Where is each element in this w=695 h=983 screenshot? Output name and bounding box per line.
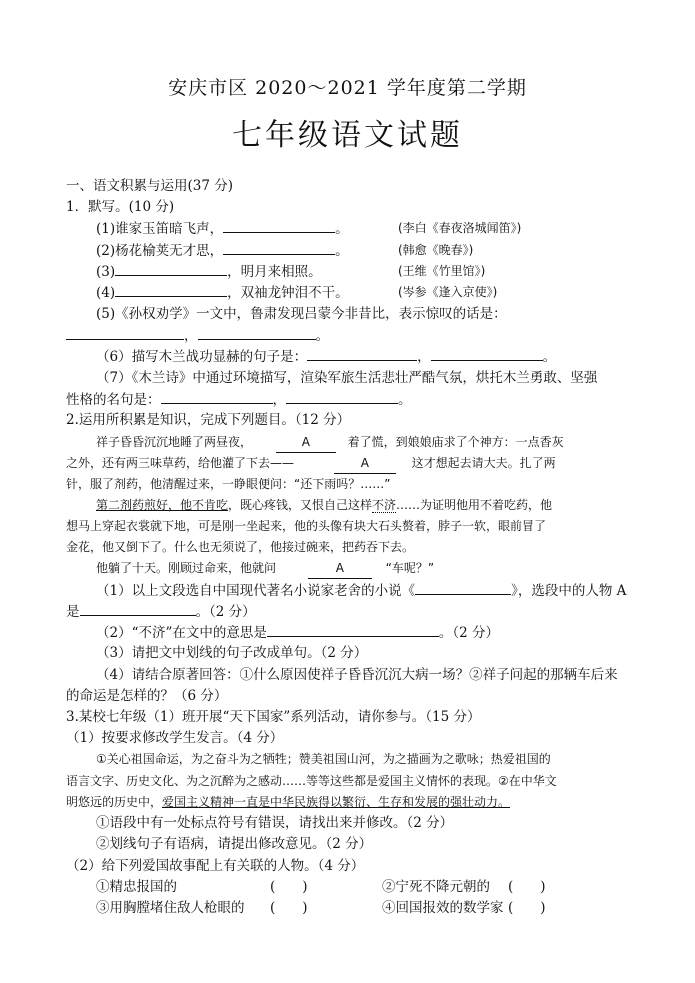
- q3-text-line3: [66, 792, 695, 812]
- q3-heading: 3.某校七年级（1）班开展“天下国家”系列活动，请你参与。（15 分）: [66, 709, 481, 725]
- q2-passage-line4: [96, 495, 695, 515]
- q1-line6-text: （6）描写木兰战功显赫的句子是：: [96, 349, 308, 365]
- q1-line2-text: (2)杨花榆荚无才思，: [96, 243, 224, 259]
- question-text: 。（2 分）: [195, 604, 256, 620]
- q1-line2-source: (韩愈《晚春》): [398, 243, 474, 257]
- q2-sub1-cont: [66, 601, 695, 622]
- answer-blank[interactable]: [223, 240, 335, 255]
- answer-blank[interactable]: [66, 325, 184, 340]
- q3-text-line1: ①关心祖国命运，为之奋斗为之牺牲；赞美祖国山河，为之描画为之歌咏；热爱祖国的: [96, 752, 551, 766]
- q1-line5: (5)《孙权劝学》一文中，鲁肃发现吕蒙今非昔比，表示惊叹的话是：: [96, 306, 507, 322]
- answer-blank[interactable]: [267, 622, 439, 637]
- q1-line6: [96, 346, 695, 367]
- q3-sub1: （1）按要求修改学生发言。（4 分）: [66, 730, 284, 746]
- passage-text: 他躺了十天。刚顾过命来，他就问: [96, 561, 277, 575]
- q1-line3-text: ，明月来相照。: [227, 264, 322, 280]
- match-paren[interactable]: ( ): [508, 900, 546, 916]
- q1-line4: [96, 282, 695, 303]
- answer-blank[interactable]: [161, 389, 273, 404]
- q1-line3: [96, 261, 695, 282]
- q1-heading: 1．默写。(10 分): [66, 199, 175, 215]
- blank-a: A: [308, 558, 372, 579]
- passage-text: “车呢？”: [385, 561, 435, 575]
- match-item-4: ④回国报效的数学家: [382, 900, 504, 916]
- answer-blank[interactable]: [198, 325, 316, 340]
- section1-heading: 一、语文积累与运用(37 分): [66, 178, 234, 194]
- dotted-word: 不济: [372, 498, 397, 512]
- question-text: （2）“不济”在文中的意思是: [96, 625, 267, 641]
- question-text: （1）以上文段选自中国现代著名小说家老舍的小说《: [96, 583, 416, 599]
- passage-text: 这才想起去请大夫。扎了两: [411, 456, 556, 470]
- blank-a: A: [276, 432, 336, 453]
- q1-line1-source: (李白《春夜洛城闻笛》): [398, 221, 522, 235]
- question-text: 。（2 分）: [438, 625, 500, 641]
- period: 。: [315, 328, 329, 344]
- answer-blank[interactable]: [115, 261, 227, 276]
- q1-line1-end: 。: [335, 221, 349, 237]
- match-paren[interactable]: ( ): [270, 900, 308, 916]
- match-item-1: ①精忠报国的: [96, 879, 177, 895]
- q2-sub1: [96, 580, 695, 601]
- q2-sub4-cont: 的命运是怎样的？（6 分）: [66, 688, 228, 704]
- q1-line4-prefix: (4): [96, 285, 116, 301]
- match-item-3: ③用胸膛堵住敌人枪眼的: [96, 900, 245, 916]
- q2-heading: 2.运用所积累是知识，完成下列题目。（12 分）: [66, 412, 351, 428]
- q2-sub4: （4）请结合原著回答：①什么原因使祥子昏昏沉沉大病一场？②祥子问起的那辆车后来: [96, 667, 618, 683]
- q1-line7b: [66, 389, 695, 410]
- q1-line4-source: (岑参《逢入京使》): [398, 285, 498, 299]
- q3-sub1-q2: ②划线句子有语病，请提出修改意见。（2 分）: [96, 836, 373, 852]
- q2-passage-line7: [96, 558, 695, 579]
- passage-text: 之外，还有两三味草药，给他灌了下去——: [66, 456, 295, 470]
- question-text: 是: [66, 604, 80, 620]
- q3-sub2: （2）给下列爱国故事配上有关联的人物。（4 分）: [66, 858, 365, 874]
- match-paren[interactable]: ( ): [270, 879, 308, 895]
- q3-sub1-q1: ①语段中有一处标点符号有错误，请找出来并修改。（2 分）: [96, 815, 454, 831]
- passage-text: 明悠远的历史中，: [66, 795, 163, 809]
- q2-passage-line1: [96, 432, 695, 453]
- passage-text: ……为证明他用不着吃药，他: [396, 498, 553, 512]
- term-header: 安庆市区 2020～2021 学年度第二学期: [168, 77, 527, 99]
- comma: ，: [417, 349, 431, 365]
- answer-blank[interactable]: [286, 389, 398, 404]
- answer-blank[interactable]: [415, 580, 511, 595]
- answer-blank[interactable]: [431, 346, 543, 361]
- q1-line7: （7）《木兰诗》中通过环境描写，渲染军旅生活悲壮严酷气氛，烘托木兰勇敢、坚强: [96, 370, 598, 386]
- q2-sub3: （3）请把文中划线的句子改成单句。（2 分）: [96, 645, 368, 661]
- comma: ，: [184, 328, 198, 344]
- passage-text: ，既心疼钱，又恨自己这样: [228, 498, 373, 512]
- q1-line7b-text: 性格的名句是：: [66, 392, 161, 408]
- match-item-2: ②宁死不降元朝的: [382, 879, 490, 895]
- q1-line4-text: ，双袖龙钟泪不干。: [227, 285, 349, 301]
- q3-text-line2: 语言文字、历史文化、为之沉醉为之感动……等等这些都是爱国主义情怀的表现。②在中华文: [66, 774, 557, 788]
- period: 。: [542, 349, 557, 365]
- answer-blank[interactable]: [223, 218, 335, 233]
- underlined-sentence: 第二剂药煎好，他不肯吃: [96, 498, 229, 512]
- period: 。: [398, 392, 412, 408]
- q1-line1: [96, 218, 695, 239]
- page-title: 七年级语文试题: [232, 118, 463, 153]
- comma: ，: [272, 392, 286, 408]
- q2-passage-line2: [66, 453, 695, 474]
- q2-passage-line3: 针，服了剂药，他清醒过来，一睁眼便问：“还下雨吗？……”: [66, 477, 391, 491]
- q1-line3-prefix: (3): [96, 264, 116, 280]
- passage-text: 着了慌，到娘娘庙求了个神方：一点香灰: [347, 435, 564, 449]
- blank-a: A: [334, 453, 396, 474]
- question-text: 》，选段中的人物 A: [511, 583, 627, 599]
- q1-line5-answer: [66, 325, 695, 346]
- underlined-sentence: 爱国主义精神一直是中华民族得以繁衍、生存和发展的强壮动力。: [162, 795, 511, 809]
- q1-line2-end: 。: [335, 243, 349, 259]
- answer-blank[interactable]: [80, 601, 196, 616]
- q1-line1-text: (1)谁家玉笛暗飞声，: [96, 221, 224, 237]
- q2-sub2: [96, 622, 695, 643]
- q1-line2: [96, 240, 695, 261]
- answer-blank[interactable]: [307, 346, 417, 361]
- match-paren[interactable]: ( ): [508, 879, 546, 895]
- q2-passage-line5: 想马上穿起衣裳就下地，可是刚一坐起来，他的头像有块大石头赘着，脖子一软，眼前冒了: [66, 519, 547, 533]
- passage-text: 祥子昏昏沉沉地睡了两昼夜，: [96, 435, 253, 449]
- q1-line3-source: (王维《竹里馆》): [398, 264, 486, 278]
- q2-passage-line6: 金花，他又倒下了。什么也无须说了，他接过碗来，把药吞下去。: [66, 540, 415, 554]
- answer-blank[interactable]: [115, 282, 227, 297]
